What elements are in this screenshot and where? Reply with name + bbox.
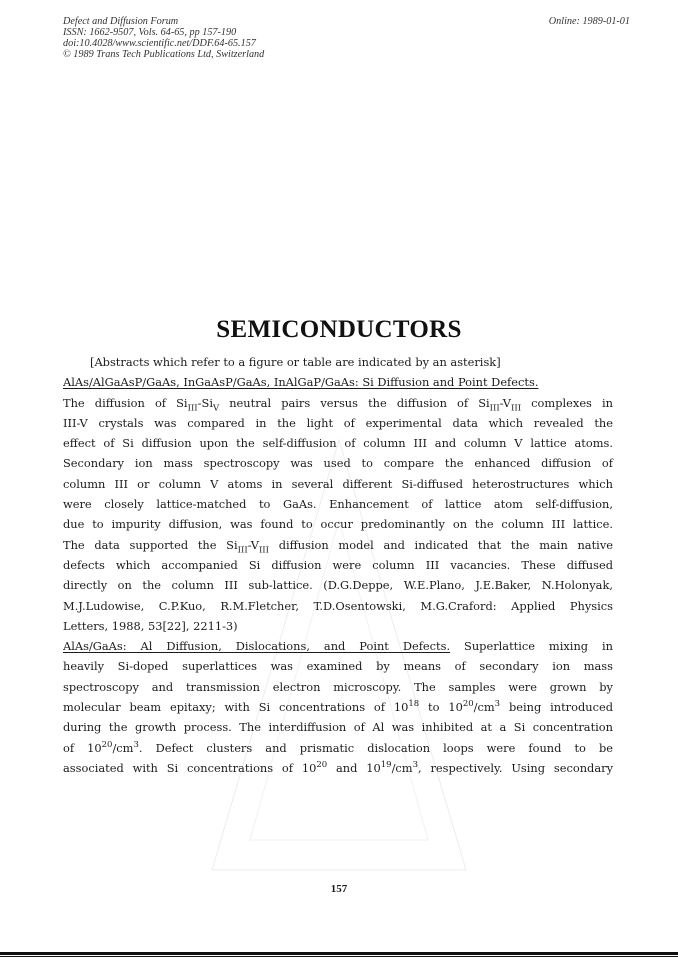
abstract-2-line [63,758,613,778]
subscript: III [510,402,522,413]
abstract-2-heading [63,636,613,656]
text-run: associated with Si concentrations of 10 [63,760,317,775]
abstract-1-line: defects which accompanied Si diffusion were column III vacancies. These diffused [63,557,613,572]
intro-note: [Abstracts which refer to a figure or table are indicated by an asterisk] [90,355,501,369]
abstract-1-line [63,535,613,555]
text-run: /cm [391,760,413,775]
superscript: 20 [462,699,474,710]
text-run: of 10 [63,740,102,755]
text-run: /cm [473,700,495,715]
text-run: -V [247,537,259,552]
subscript: V [212,402,220,413]
abstract-1-line: were closely lattice-matched to GaAs. Enhancement of lattice atom self-diffusion, [63,497,613,512]
abstract-1-line: due to impurity diffusion, was found to occur predominantly on the column III lattice. [63,517,613,532]
journal-name: Defect and Diffusion Forum [63,16,179,27]
text-run: diffusion model and indicated that the main native [269,537,613,552]
subscript: III [187,402,198,413]
issn-line: ISSN: 1662-9507, Vols. 64-65, pp 157-190 [63,27,237,38]
abstract-2-heading-text: AlAs/GaAs: Al Diffusion, Dislocations, and Point Defects. [63,639,451,654]
abstract-2-line [63,738,613,758]
abstract-2-line [63,697,613,717]
bottom-rule-thin [0,956,678,957]
page-number: 157 [330,883,348,895]
abstract-1-line: Secondary ion mass spectroscopy was used to compare the enhanced diffusion of [63,456,613,471]
text-run: complexes in [521,395,613,410]
abstract-1-line: Letters, 1988, 53[22], 2211-3) [63,618,238,633]
copyright-line: © 1989 Trans Tech Publications Ltd, Switzerland [63,49,265,60]
superscript: 18 [408,699,420,710]
text-run: -Si [197,395,213,410]
subscript: III [258,544,270,555]
superscript: 20 [316,760,328,771]
superscript: 3 [412,760,419,771]
abstract-1-line: column III or column V atoms in several different Si-diffused heterostructures which [63,476,613,491]
abstract-1-heading-text: AlAs/AlGaAsP/GaAs, InGaAsP/GaAs, InAlGaP/GaAs: Si Diffusion and Point Defects. [63,375,539,390]
text-run: molecular beam epitaxy; with Si concentrations of 10 [63,700,409,715]
text-run: /cm [112,740,134,755]
bottom-rule [0,952,678,955]
text-run: being introduced [500,700,613,715]
subscript: III [237,544,248,555]
abstract-1-line [63,393,613,413]
online-date: Online: 1989-01-01 [548,16,630,27]
section-title: SEMICONDUCTORS [216,316,462,343]
superscript: 19 [380,760,392,771]
abstract-1-line: directly on the column III sub-lattice. (D.G.Deppe, W.E.Plano, J.E.Baker, N.Holonyak, [63,578,613,593]
superscript: 3 [494,699,501,710]
abstract-1-line: M.J.Ludowise, C.P.Kuo, R.M.Fletcher, T.D.Osentowski, M.G.Craford: Applied Physics [63,598,613,613]
superscript: 3 [133,739,139,750]
text-run: , respectively. Using secondary [418,760,614,775]
superscript: 20 [101,739,113,750]
abstract-2-line: heavily Si-doped superlattices was examined by means of secondary ion mass [63,659,613,674]
abstract-2-line: spectroscopy and transmission electron microscopy. The samples were grown by [63,679,613,694]
text-run: The diffusion of Si [63,395,188,410]
abstracts-body [63,352,613,778]
text-run: and 10 [327,760,381,775]
abstract-1-heading [63,372,613,392]
text-run: to 10 [419,700,463,715]
journal-header [63,16,630,60]
text-run: Superlattice mixing in [450,639,613,654]
doi-line: doi:10.4028/www.scientific.net/DDF.64-65.157 [63,38,256,49]
abstract-2-line: during the growth process. The interdiffusion of Al was inhibited at a Si concentration [63,720,613,735]
abstract-1-line: effect of Si diffusion upon the self-diffusion of column III and column V lattice atoms. [63,436,613,451]
text-run: The data supported the Si [63,537,238,552]
text-run: -V [499,395,511,410]
subscript: III [489,402,500,413]
text-run: neutral pairs versus the diffusion of Si [219,395,490,410]
text-run: . Defect clusters and prismatic dislocation loops were found to be [138,740,613,755]
abstract-1-line: III-V crystals was compared in the light of experimental data which revealed the [63,415,613,430]
